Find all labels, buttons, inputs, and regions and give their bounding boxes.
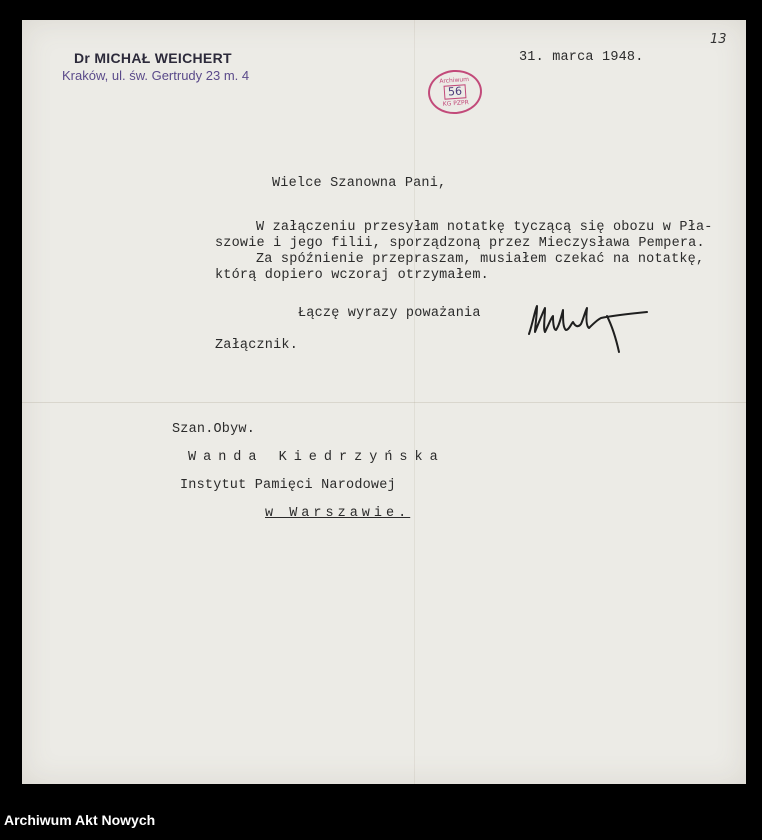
recipient-institution: Instytut Pamięci Narodowej [180, 478, 396, 493]
recipient-city: w Warszawie. [265, 506, 411, 521]
enclosure: Załącznik. [215, 338, 299, 353]
fold-line-horizontal [22, 402, 746, 403]
letterhead-name: Dr MICHAŁ WEICHERT [74, 50, 232, 66]
body-line-3: Za spóźnienie przepraszam, musiałem czekać na notatkę, [256, 252, 705, 267]
letterhead-address: Kraków, ul. św. Gertrudy 23 m. 4 [62, 68, 250, 83]
document-page [22, 20, 746, 784]
body-line-4: którą dopiero wczoraj otrzymałem. [215, 268, 489, 283]
recipient-name: Wanda Kiedrzyńska [188, 450, 445, 465]
stamp-line-2: KG PZPR [442, 99, 470, 108]
stamp-number: 56 [444, 84, 467, 100]
closing: Łączę wyrazy poważania [298, 306, 481, 321]
letter-date: 31. marca 1948. [519, 50, 644, 65]
body-line-2: szowie i jego filii, sporządzoną przez Mieczysława Pempera. [215, 236, 705, 251]
page-number: 13 [710, 32, 727, 47]
recipient-title: Szan.Obyw. [172, 422, 256, 437]
fold-line-vertical [414, 20, 415, 784]
salutation: Wielce Szanowna Pani, [272, 176, 447, 191]
archive-footer: Archiwum Akt Nowych [4, 812, 156, 828]
stamp-line-1: Archiwum [439, 75, 470, 86]
body-line-1: W załączeniu przesyłam notatkę tyczącą się obozu w Pła- [256, 220, 713, 235]
signature-icon [523, 300, 653, 360]
